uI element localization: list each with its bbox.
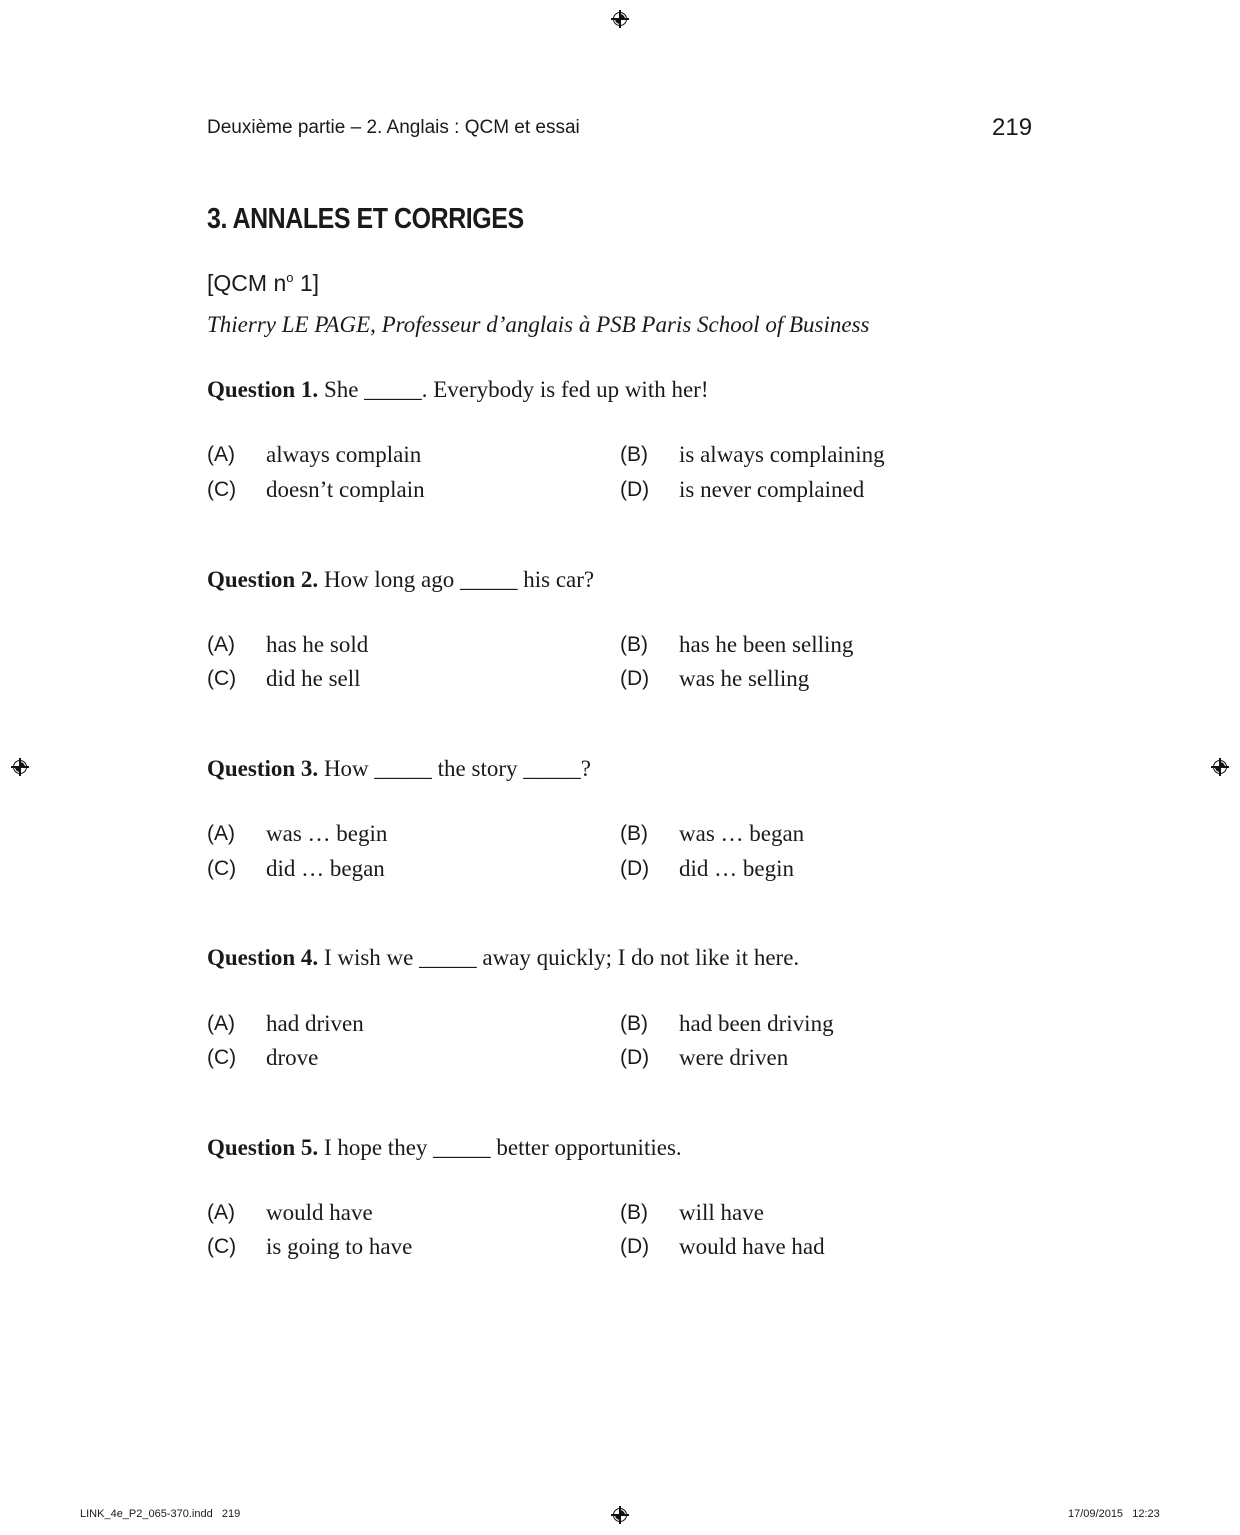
registration-mark-icon — [1213, 760, 1227, 774]
registration-mark-icon — [13, 760, 27, 774]
author-line: Thierry LE PAGE, Professeur d’anglais à PSB Paris School of Business — [207, 312, 870, 337]
question-4 — [207, 943, 1027, 1076]
section-title: 3. ANNALES ET CORRIGES — [207, 203, 524, 235]
question-stem: Question 1. She _____. Everybody is fed up with her! — [207, 377, 709, 402]
option-list: (A) would have (B) will have (C) is going to have (D) would have had — [207, 1200, 825, 1259]
footer-file-info: LINK_4e_P2_065-370.indd 219 — [80, 1508, 241, 1520]
question-1 — [207, 375, 1027, 508]
question-stem: Question 5. I hope they _____ better opportunities. — [207, 1135, 682, 1160]
option-list: (A) has he sold (B) has he been selling (C) did he sell (D) was he selling — [207, 632, 854, 691]
question-stem: Question 2. How long ago _____ his car? — [207, 567, 595, 592]
footer-date-time: 17/09/2015 12:23 — [1068, 1508, 1160, 1520]
qcm-label: [QCM $n^o$ 1] — [207, 270, 320, 296]
registration-mark-icon — [613, 12, 627, 26]
page-number: 219 — [992, 114, 1033, 141]
question-3 — [207, 754, 1027, 887]
question-stem: Question 3. How _____ the story _____? — [207, 756, 591, 781]
running-header: Deuxième partie – 2. Anglais : QCM et essai — [207, 117, 580, 138]
option-list: (A) had driven (B) had been driving (C) drove (D) were driven — [207, 1011, 834, 1070]
registration-mark-icon — [613, 1508, 627, 1522]
question-2 — [207, 565, 1027, 698]
option-list: (A) always complain (B) is always complaining (C) doesn’t complain (D) is never complained — [207, 442, 885, 502]
question-5 — [207, 1133, 1027, 1266]
option-list: (A) was … begin (B) was … began (C) did … began (D) did … begin — [207, 821, 805, 881]
question-stem: Question 4. I wish we _____ away quickly; I do not like it here. — [207, 945, 800, 970]
